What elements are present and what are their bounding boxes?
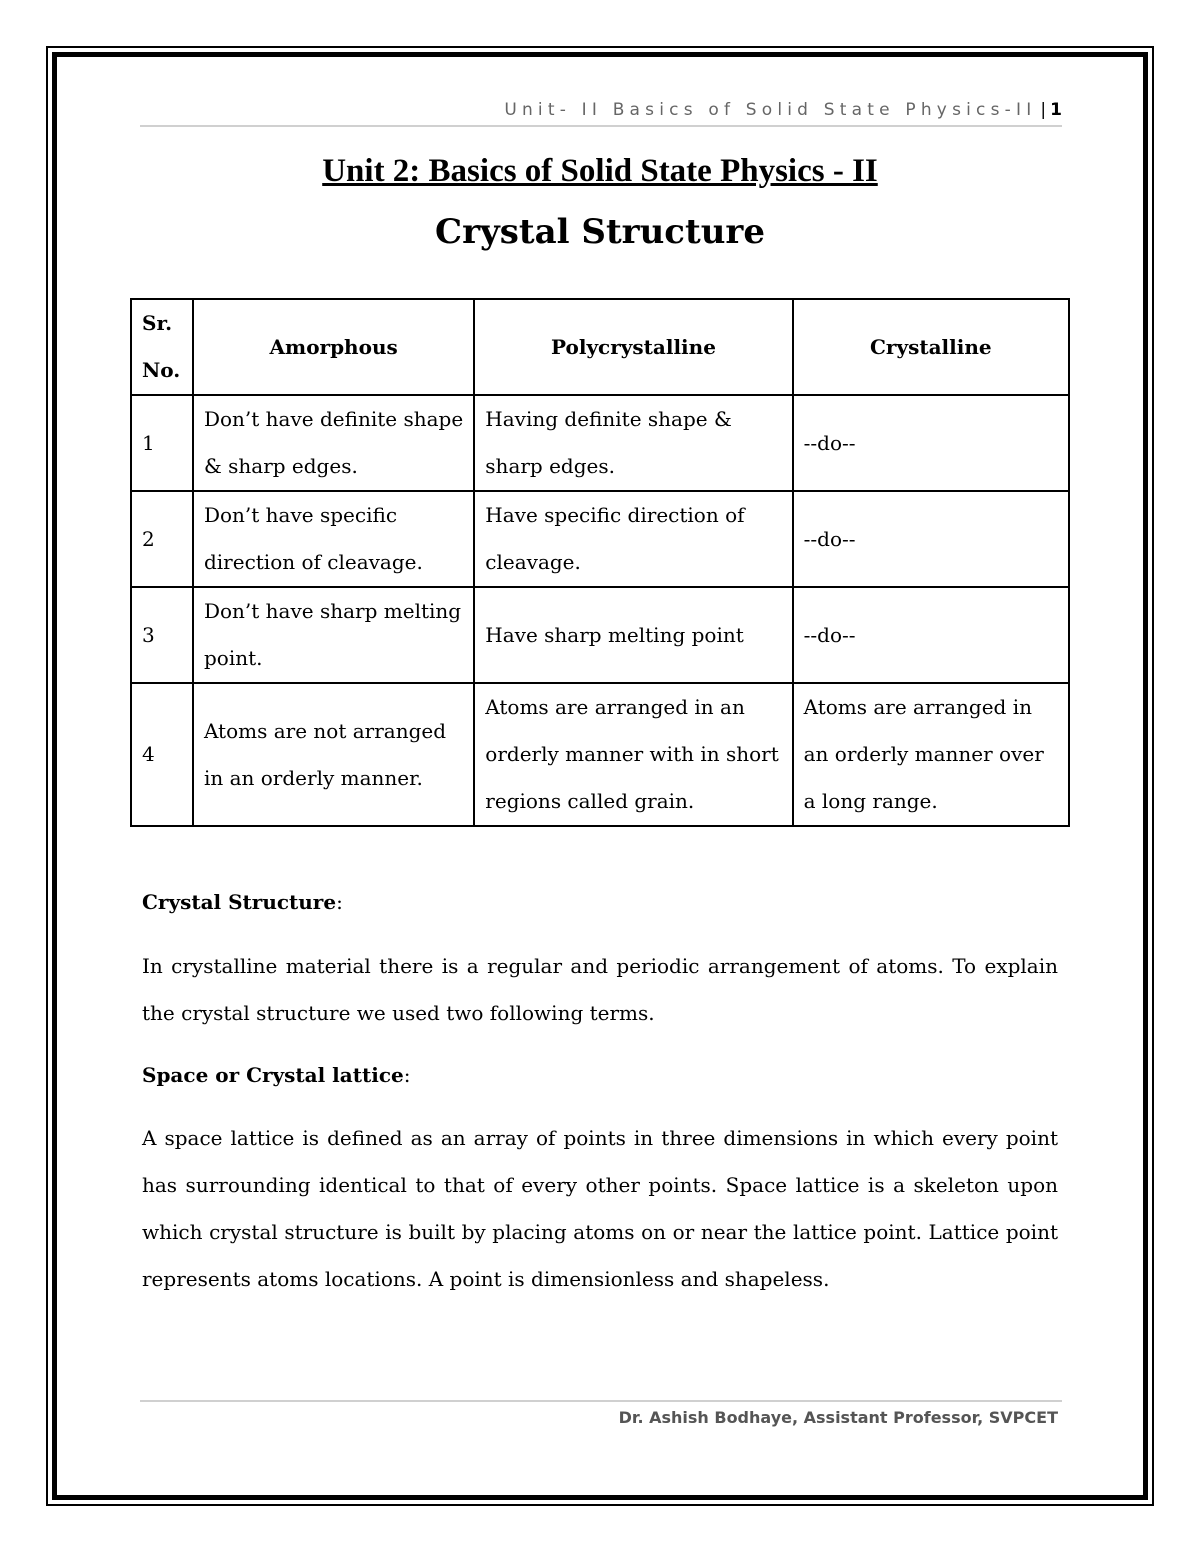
cell-crystalline: Atoms are arranged in an orderly manner over a long range. bbox=[793, 683, 1069, 826]
page-number: 1 bbox=[1050, 100, 1062, 120]
cell-polycrystalline: Have sharp melting point bbox=[474, 587, 792, 683]
cell-crystalline: --do-- bbox=[793, 587, 1069, 683]
paragraph-space-lattice: A space lattice is defined as an array of points in three dimensions in which every point has surrounding identical to that of every other points. Space lattice is a skeleton upon which crystal structure is built by placing atoms on or near the lattice point. Lattice point represents atoms locations. A point is dimensionless and shapeless. bbox=[142, 1126, 1058, 1291]
cell-sr: 1 bbox=[131, 395, 193, 491]
cell-sr: 3 bbox=[131, 587, 193, 683]
table-header-row bbox=[131, 299, 1069, 395]
table-row bbox=[131, 587, 1069, 683]
running-title: Unit- II Basics of Solid State Physics-II bbox=[504, 100, 1037, 120]
cell-polycrystalline: Have specific direction of cleavage. bbox=[474, 491, 792, 587]
footer-rule bbox=[140, 1400, 1062, 1402]
table-row bbox=[131, 395, 1069, 491]
section-heading: Space or Crystal lattice: bbox=[142, 1063, 411, 1087]
cell-amorphous: Don’t have definite shape & sharp edges. bbox=[193, 395, 474, 491]
header-sr-no: Sr. No. bbox=[131, 299, 193, 395]
cell-polycrystalline: Having definite shape & sharp edges. bbox=[474, 395, 792, 491]
table-row bbox=[131, 491, 1069, 587]
footer-author: Dr. Ashish Bodhaye, Assistant Professor, SVPCET bbox=[618, 1408, 1058, 1427]
cell-sr: 4 bbox=[131, 683, 193, 826]
header-separator: | bbox=[1040, 100, 1047, 120]
paragraph-crystal-structure: In crystalline material there is a regular and periodic arrangement of atoms. To explain the crystal structure we used two following terms. bbox=[142, 954, 1058, 1025]
cell-crystalline: --do-- bbox=[793, 395, 1069, 491]
section-heading: Crystal Structure: bbox=[142, 890, 343, 914]
cell-amorphous: Atoms are not arranged in an orderly manner. bbox=[193, 683, 474, 826]
header-rule bbox=[140, 125, 1062, 127]
cell-amorphous: Don’t have specific direction of cleavage. bbox=[193, 491, 474, 587]
header-crystalline: Crystalline bbox=[793, 299, 1069, 395]
cell-polycrystalline: Atoms are arranged in an orderly manner with in short regions called grain. bbox=[474, 683, 792, 826]
header-polycrystalline: Polycrystalline bbox=[474, 299, 792, 395]
section-crystal-structure bbox=[142, 890, 1058, 914]
unit-title: Unit 2: Basics of Solid State Physics - II bbox=[322, 153, 878, 189]
comparison-table bbox=[130, 298, 1070, 827]
table-row bbox=[131, 683, 1069, 826]
cell-sr: 2 bbox=[131, 491, 193, 587]
section-space-lattice bbox=[142, 1063, 1058, 1087]
doc-title: Crystal Structure bbox=[435, 212, 765, 252]
cell-amorphous: Don’t have sharp melting point. bbox=[193, 587, 474, 683]
running-header bbox=[140, 100, 1062, 120]
cell-crystalline: --do-- bbox=[793, 491, 1069, 587]
header-amorphous: Amorphous bbox=[193, 299, 474, 395]
